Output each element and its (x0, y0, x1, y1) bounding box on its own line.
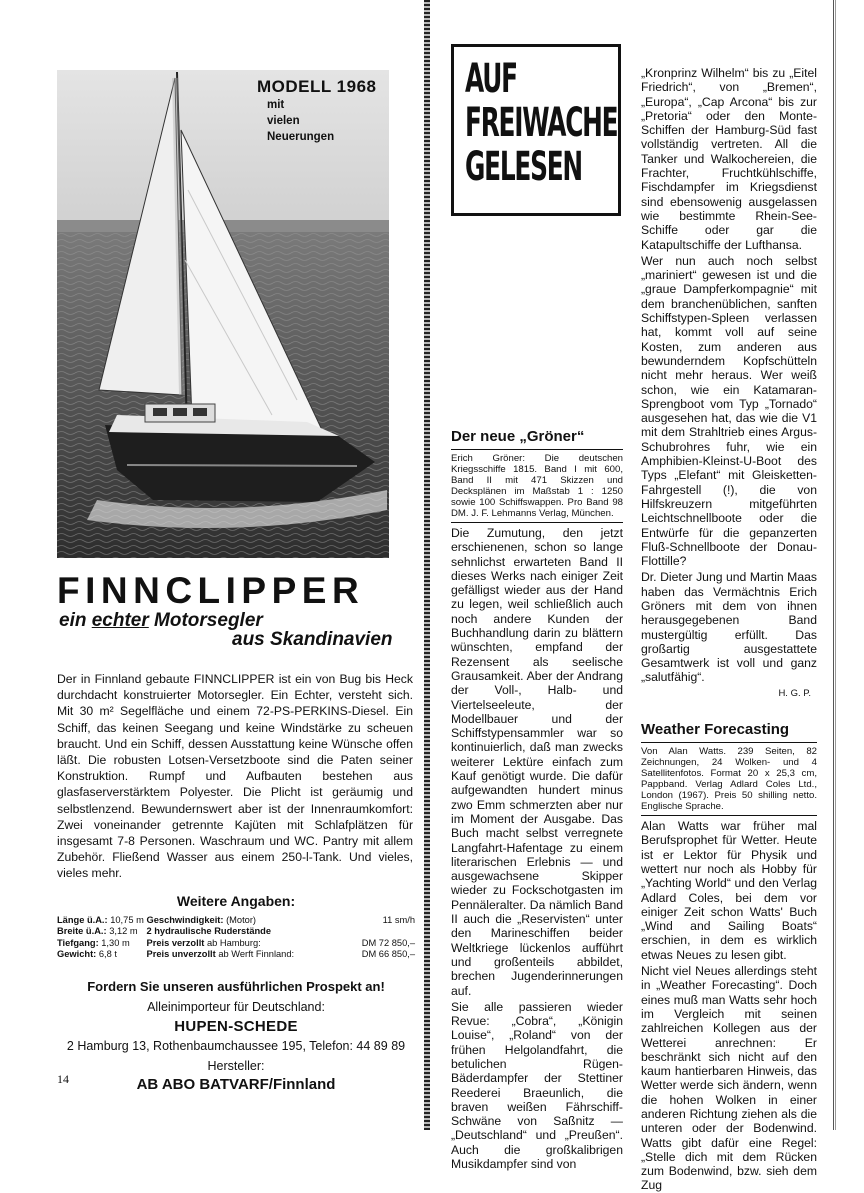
model-badge (257, 77, 387, 145)
maker-label: Hersteller: (207, 1058, 265, 1073)
ad-body-text: Der in Finnland gebaute FINNCLIPPER ist ein von Bug bis Heck durchdacht konstruierter Motorsegler. Ein Echter, versteht sich. Mit 30 m² Segelfläche und einem 72-PS-PERKINS-Diesel. Ein Schiff, das keinen Seegang und keine Windstärke zu scheuen braucht. Und ein Schiff, dessen Ausstattung keine Wünsche offen läßt. Die robusten Lotsen-Versetzboote sind die Paten seiner Konstruktion. Rumpf und Aufbauten bestehen aus glasfaserverstärktem Polyester. Die Plicht ist geräumig und selbstlenzend. Bewundernswert aber ist der Innenraumkomfort: Zwei voneinander getrennte Kajüten mit Schlafplätzen für insgesamt 7-8 Personen. Waschraum und WC. Pantry mit allem Zubehör. Fließend Wasser aus einem 250-l-Tank. Und vieles, vieles mehr. (57, 672, 413, 881)
review-paragraph: Die Zumutung, den jetzt erschienenen, schon so lange sehnlichst erwarteten Band II dieses Werks nach einiger Zeit gefälligst wieder aus der Hand zu legen, weil schließlich auch noch andere Kunden der Buchhandlung darin zu blättern wünschten, empfand der Rezensent als seelische Grausamkeit. Aber der Andrang der Voll-, Halb- und Viertelseeleute, der Modellbauer und der Schiffstypensammler war so kontinuierlich, daß man zwecks weiterer Lektüre einfach zum Kauf genötigt wurde. Die dafür aufgewandten hundert minus zwo Emm schmerzten aber nur im Moment der Ausgabe. Das Buch macht selbst verregnete Langfahrt-Hafentage zu einem literarischen Erlebnis — und ausgewachsene Skipper wieder zu Fockschotgasten im Pennäleralter. Da nämlich Band II auch die „Reservisten“ unter den Marineschiffen beider Weltkriege lückenlos aufführt und großenteils abbildet, brechen Jugenderinnerungen auf. (451, 526, 623, 998)
page-gutter (424, 0, 430, 1130)
section-header-line: GELESEN (465, 144, 582, 190)
tagline-post: Motorsegler (148, 610, 263, 631)
divider (641, 742, 817, 743)
order-prospectus-line: Fordern Sie unseren ausführlichen Prospekt an! (87, 978, 385, 994)
tagline-underlined: echter (91, 610, 149, 631)
spec-row: Gewicht: 6,8 t (57, 949, 117, 960)
spec-row: Preis verzollt ab Hamburg: (146, 937, 261, 948)
review-paragraph: Dr. Dieter Jung und Martin Maas haben das Vermächtnis Erich Gröners mit dem von ihnen herausgegebenen Band mustergültig erfüllt. Das großartig ausgestattete Gesamtwerk ist voll und ganz „salutfähig“. (641, 570, 817, 685)
badge-line: vielen (267, 115, 300, 127)
section-header-box (451, 44, 621, 216)
importer-name: HUPEN-SCHEDE (174, 1017, 298, 1035)
maker-name: AB ABO BATVARF/Finnland (136, 1075, 336, 1093)
spec-value (326, 926, 416, 938)
review-paragraph: „Kronprinz Wilhelm“ bis zu „Eitel Friedrich“, von „Bremen“, „Europa“, „Cap Arcona“ bis zur „Pretoria“ oder den Monte-Schiffen der Hamburg-Süd fast vollständig vertreten. All die Tanker und Walkochereien, die Frachter, Fruchtkühlschiffe, Fischdampfer im Kriegsdienst sind ebensowenig ausgelassen wie bestimmte Rhein-See-Schiffe oder gar die Katapultschiffe der Lufthansa. (641, 66, 817, 252)
page-edge (833, 0, 834, 1130)
importer-address: 2 Hamburg 13, Rothenbaumchaussee 195, Telefon: 44 89 89 (66, 1038, 406, 1053)
spec-value: DM 72 850,– (361, 937, 415, 948)
section-header-line: AUF (465, 56, 517, 102)
specs-heading: Weitere Angaben: (176, 892, 296, 909)
review-bibliography: Von Alan Watts. 239 Seiten, 82 Zeichnungen, 24 Wolken- und 4 Satellitenfotos. Format 20 x 25,3 cm, Pappband. Verlag Adlard Coles Ltd., London (1967). Preis 50 shilling netto. Englische Sprache. (641, 746, 817, 813)
review-groener-column (451, 428, 623, 1171)
page-edge (835, 0, 836, 1130)
spec-value: 11 sm/h (382, 914, 415, 925)
badge-title: MODELL 1968 (257, 77, 377, 96)
review-paragraph: Wer nun auch noch selbst „mariniert“ gewesen ist und die „graue Dampferkompagnie“ mit dem branchenüblichen, sanften Schiffstypen-Spleen verlassen hat, kommt voll auf seine Kosten, zum anderen aus bewunderndem Kopfschütteln nicht mehr heraus. Wer weiß schon, wie ein Katamaran-Sprengboot vom Typ „Tornado“ ausgesehen hat, das wie die V1 mit dem Strahltrieb eines Argus-Schubrohres fuhr, wie ein Amphibien-Kleinst-U-Boot des Typs „Elefant“ mit Gleisketten-Fahrgestell (!), die von Hilfskreuzern mitgeführten Leichtschnellboote oder die Entwürfe für die gepanzerten Fluß-Schnellboote der Donau-Flottille? (641, 253, 817, 569)
spec-row: Preis unverzollt ab Werft Finnland: (146, 949, 295, 960)
spec-row: 2 hydraulische Ruderstände (146, 926, 272, 937)
review-heading: Der neue „Gröner“ (451, 428, 585, 445)
review-groener-continued-column (641, 66, 817, 1193)
specs-values (326, 915, 416, 961)
spec-value: DM 66 850,– (361, 949, 415, 960)
divider (641, 815, 817, 816)
review-paragraph: Nicht viel Neues allerdings steht in „Weather Forecasting“. Doch eines muß man Watts sehr hoch im Vergleich mit seinen zahlreichen Kollegen aus der Wetterei anrechnen: Er beschränkt sich nicht auf den kaum hantierbaren Hinweis, das Wetter werde sich ändern, wenn die hohen Wolken in einer anderen Richtung ziehen als die unteren oder der Bodenwind. Watts gibt dafür eine Regel: „Stelle dich mit dem Rücken zum Bodenwind, bzw. sieh dem Zug (641, 964, 817, 1193)
review-paragraph: Alan Watts war früher mal Berufsprophet für Wetter. Heute ist er Lektor für Physik und wettert nur noch als Hobby für „Yachting World“ und den Verlag Adlard Coles, bei dem vor einiger Zeit schon Watts' Buch „Wind and Sailing Boats“ erschien, in dem es wirklich etwas Neues zu lesen gibt. (641, 819, 817, 962)
tagline-pre: ein (59, 610, 92, 631)
section-header-line: FREIWACHE (465, 100, 618, 146)
page-number: 14 (57, 1072, 69, 1086)
badge-line: mit (267, 99, 285, 111)
tagline-second: aus Skandinavien (232, 629, 393, 650)
specs-features (147, 915, 326, 961)
sailboat-photo (57, 70, 389, 558)
specs-dimensions (57, 915, 147, 961)
spec-row: Geschwindigkeit: (Motor) (146, 914, 257, 925)
spec-row: Tiefgang: 1,30 m (57, 937, 130, 948)
spec-row: Breite ü.A.: 3,12 m (57, 926, 138, 937)
specs-table (57, 915, 415, 961)
importer-label: Alleinimporteur für Deutschland: (147, 999, 325, 1014)
review-paragraph: Sie alle passieren wieder Revue: „Cobra“, „Königin Louise“, „Roland“ von der frühen Helgolandfahrt, die betulichen Rügen-Bäderdampfer der Stettiner Reederei Braeunlich, die braven weißen Fährschiff-Schwäne von Saßnitz — „Deutschland“ und „Preußen“. Auch die großkalibrigen Musikdampfer sind von (451, 999, 623, 1172)
divider (451, 449, 623, 450)
brand-name: FINNCLIPPER (57, 570, 365, 611)
review-heading: Weather Forecasting (641, 721, 790, 739)
review-bibliography: Erich Gröner: Die deutschen Kriegsschiffe 1815. Band I mit 600, Band II mit 471 Skizzen und Decksplänen im Maßstab 1 : 1250 sowie 100 Schiffswappen. Pro Band 98 DM. J. F. Lehmanns Verlag, München. (451, 453, 623, 519)
badge-line: Neuerungen (267, 131, 335, 143)
divider (451, 522, 623, 523)
review-signature: H. G. P. (778, 687, 811, 699)
spec-row: Länge ü.A.: 10,75 m (57, 914, 144, 925)
finnclipper-advertisement (57, 70, 415, 1093)
